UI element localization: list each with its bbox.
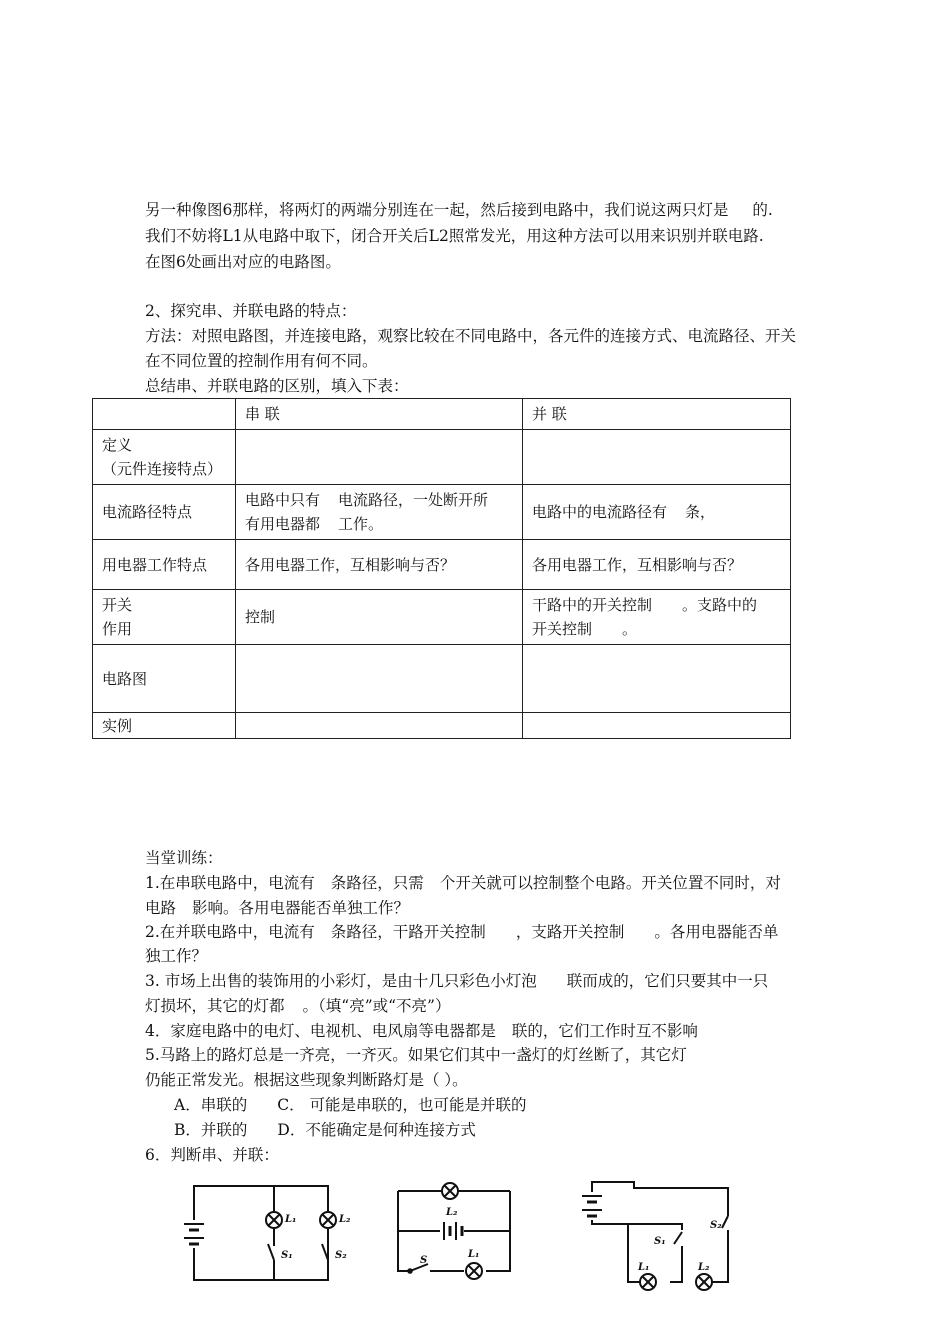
q4-text: 4．家庭电路中的电灯、电视机、电风扇等电器都是 bbox=[145, 1022, 496, 1040]
label-s: S bbox=[420, 1255, 428, 1266]
header-series: 串 联 bbox=[236, 399, 523, 430]
lamp-l1-icon bbox=[640, 1274, 656, 1290]
intro-text-1b: 的. bbox=[752, 201, 773, 219]
circuit-3-wire bbox=[592, 1220, 682, 1282]
switch-series-cell: 控制 bbox=[236, 590, 523, 645]
label-s2: S₂ bbox=[335, 1250, 347, 1261]
table-row bbox=[93, 540, 791, 590]
lamp-l2-icon bbox=[320, 1212, 336, 1228]
question-3-line-2 bbox=[145, 996, 450, 1016]
q2-text: 2.在并联电路中，电流有 bbox=[145, 923, 315, 941]
row-label-current-path: 电流路径特点 bbox=[93, 485, 236, 540]
cell-text: 有用电器都 bbox=[245, 515, 321, 533]
current-path-series-cell bbox=[236, 485, 523, 540]
circuit-1-wire bbox=[194, 1186, 328, 1280]
cell-text: 开关控制 bbox=[532, 620, 593, 638]
q3-text: 3. 市场上出售的装饰用的小彩灯，是由十几只彩色小灯泡 bbox=[145, 972, 537, 990]
option-d: D．不能确定是何种连接方式 bbox=[277, 1121, 476, 1139]
q2-text: ，支路开关控制 bbox=[515, 923, 625, 941]
header-parallel: 并 联 bbox=[523, 399, 791, 430]
q3-text: 联而成的，它们只要其中一只 bbox=[566, 972, 769, 990]
question-6: 6．判断串、并联： bbox=[145, 1146, 279, 1164]
table-row bbox=[93, 713, 791, 739]
cell-text: 电流路径，一处断开所 bbox=[338, 491, 489, 509]
lamp-l1-icon bbox=[266, 1212, 282, 1228]
example-parallel-cell[interactable] bbox=[523, 713, 791, 739]
q2-text: 。各用电器能否单 bbox=[654, 923, 779, 941]
table-row bbox=[93, 590, 791, 645]
battery-icon bbox=[582, 1192, 602, 1220]
diagram-series-cell[interactable] bbox=[236, 645, 523, 713]
cell-text: 。支路中的 bbox=[682, 596, 758, 614]
current-path-parallel-cell bbox=[523, 485, 791, 540]
row-label-switch bbox=[93, 590, 236, 645]
q1-text: 电路 bbox=[145, 899, 177, 917]
q1-text: 个开关就可以控制整个电路。开关位置不同时，对 bbox=[439, 874, 781, 892]
option-a: A．串联的 bbox=[174, 1096, 248, 1114]
label-l2: L₂ bbox=[339, 1214, 351, 1225]
row-label-appliance: 用电器工作特点 bbox=[93, 540, 236, 590]
circuit-diagram-3 bbox=[578, 1180, 738, 1295]
question-3-line-1 bbox=[145, 971, 768, 991]
table-row bbox=[93, 430, 791, 485]
comparison-table bbox=[92, 398, 791, 739]
q1-text: 条路径，只需 bbox=[330, 874, 424, 892]
definition-series-cell[interactable] bbox=[236, 430, 523, 485]
q1-text: 1.在串联电路中，电流有 bbox=[145, 874, 315, 892]
cell-text: 干路中的开关控制 bbox=[532, 596, 653, 614]
cell-text: 电路中只有 bbox=[245, 491, 321, 509]
row-label-diagram: 电路图 bbox=[93, 645, 236, 713]
row-label-example: 实例 bbox=[93, 713, 236, 739]
q2-text: 条路径，干路开关控制 bbox=[330, 923, 486, 941]
question-2-line-2: 独工作？ bbox=[145, 947, 208, 965]
q4-text: 联的，它们工作时互不影响 bbox=[511, 1022, 698, 1040]
q3-text: 灯损坏，其它的灯都 bbox=[145, 997, 285, 1015]
section-2-title: 2、探究串、并联电路的特点： bbox=[145, 302, 357, 320]
battery-icon bbox=[184, 1220, 204, 1248]
label-s1: S₁ bbox=[281, 1250, 293, 1261]
table-row bbox=[93, 485, 791, 540]
lamp-l1-icon bbox=[466, 1263, 482, 1279]
switch-label: 开关 bbox=[102, 596, 133, 614]
option-b: B．并联的 bbox=[174, 1121, 248, 1139]
intro-line-2: 我们不妨将L1从电路中取下，闭合开关后L2照常发光，用这种方法可以用来识别并联电路. bbox=[145, 227, 764, 245]
lamp-l2-icon bbox=[442, 1183, 458, 1199]
q1-text: 影响。各用电器能否单独工作？ bbox=[192, 899, 410, 917]
label-s1: S₁ bbox=[654, 1236, 666, 1247]
diagram-parallel-cell[interactable] bbox=[523, 645, 791, 713]
table-row bbox=[93, 645, 791, 713]
intro-line-3: 在图6处画出对应的电路图。 bbox=[145, 253, 341, 271]
intro-line-1 bbox=[145, 200, 773, 220]
battery-icon bbox=[440, 1222, 464, 1240]
definition-label: 定义 bbox=[102, 436, 133, 454]
option-c: C． 可能是串联的，也可能是并联的 bbox=[277, 1096, 527, 1114]
question-1-line-2 bbox=[145, 898, 409, 918]
summary-line: 总结串、并联电路的区别，填入下表： bbox=[145, 377, 409, 395]
options-row-1 bbox=[174, 1095, 527, 1115]
header-empty-cell bbox=[93, 399, 236, 430]
definition-parallel-cell[interactable] bbox=[523, 430, 791, 485]
label-s2: S₂ bbox=[710, 1220, 722, 1231]
circuit-diagram-1 bbox=[180, 1180, 355, 1300]
question-2-line-1 bbox=[145, 922, 778, 942]
appliance-series-cell: 各用电器工作，互相影响与否？ bbox=[236, 540, 523, 590]
intro-text-1a: 另一种像图6那样，将两灯的两端分别连在一起，然后接到电路中，我们说这两只灯是 bbox=[145, 201, 729, 219]
practice-title: 当堂训练： bbox=[145, 849, 223, 867]
table-header-row bbox=[93, 399, 791, 430]
example-series-cell[interactable] bbox=[236, 713, 523, 739]
cell-text: 条， bbox=[685, 503, 716, 521]
method-line-1: 方法：对照电路图，并连接电路，观察比较在不同电路中，各元件的连接方式、电流路径、开关 bbox=[145, 327, 797, 345]
switch-s1-icon bbox=[268, 1244, 274, 1260]
method-line-2: 在不同位置的控制作用有何不同。 bbox=[145, 352, 378, 370]
question-5-line-1: 5.马路上的路灯总是一齐亮，一齐灭。如果它们其中一盏灯的灯丝断了，其它灯 bbox=[145, 1046, 687, 1064]
definition-sublabel: （元件连接特点） bbox=[102, 460, 223, 478]
q3-text: 。（填“亮”或“不亮”） bbox=[302, 997, 451, 1015]
switch-parallel-cell bbox=[523, 590, 791, 645]
question-4 bbox=[145, 1021, 698, 1041]
appliance-parallel-cell: 各用电器工作，互相影响与否？ bbox=[523, 540, 791, 590]
circuit-diagram-2 bbox=[390, 1175, 520, 1295]
cell-text: 工作。 bbox=[338, 515, 384, 533]
label-l2: L₂ bbox=[698, 1262, 710, 1273]
switch-sublabel: 作用 bbox=[102, 620, 133, 638]
options-row-2 bbox=[174, 1120, 476, 1140]
cell-text: 电路中的电流路径有 bbox=[532, 503, 668, 521]
lamp-l2-icon bbox=[696, 1274, 712, 1290]
cell-text: 。 bbox=[622, 620, 638, 638]
label-l1: L₁ bbox=[638, 1262, 650, 1273]
label-l1: L₁ bbox=[285, 1214, 297, 1225]
row-label-definition bbox=[93, 430, 236, 485]
label-l2: L₂ bbox=[446, 1207, 458, 1218]
question-1-line-1 bbox=[145, 873, 781, 893]
label-l1: L₁ bbox=[468, 1249, 480, 1260]
question-5-line-2: 仍能正常发光。根据这些现象判断路灯是（ ）。 bbox=[145, 1071, 468, 1089]
